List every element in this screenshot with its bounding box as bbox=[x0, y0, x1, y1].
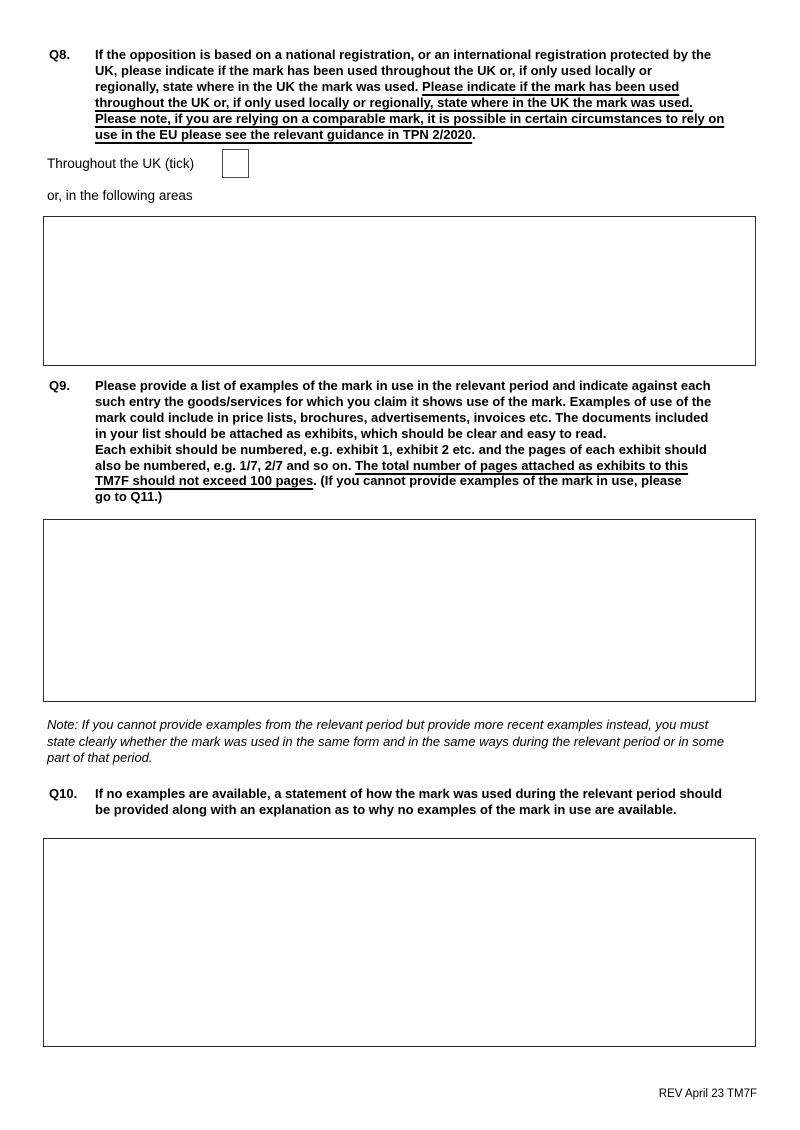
text-line bbox=[95, 458, 765, 474]
text-line bbox=[95, 473, 765, 489]
text-segment: Each exhibit should be numbered, e.g. exhibit 1, exhibit 2 etc. and the pages of each exhibit should bbox=[95, 441, 707, 457]
q8-question-text bbox=[95, 47, 765, 142]
text-line bbox=[95, 79, 765, 95]
q8-label: Q8. bbox=[49, 47, 70, 62]
underlined-text-segment: Please indicate if the mark has been used bbox=[422, 78, 680, 94]
text-line bbox=[95, 489, 765, 505]
q8-areas-input-box[interactable] bbox=[43, 216, 756, 366]
text-line bbox=[95, 47, 765, 63]
throughout-uk-label: Throughout the UK (tick) bbox=[47, 156, 195, 171]
underlined-text-segment: use in the EU please see the relevant guidance in TPN 2/2020 bbox=[95, 126, 473, 142]
text-line bbox=[95, 95, 765, 111]
or-areas-label: or, in the following areas bbox=[47, 188, 193, 203]
q10-statement-input-box[interactable] bbox=[43, 838, 756, 1047]
q8-question-block bbox=[49, 47, 765, 142]
text-segment: . (If you cannot provide examples of the mark in use, please bbox=[313, 473, 682, 489]
text-line bbox=[95, 111, 765, 127]
text-line: Note: If you cannot provide examples from the relevant period but provide more recent examples instead, you must bbox=[47, 717, 709, 732]
text-line bbox=[95, 802, 765, 818]
text-segment: regionally, state where in the UK the mark was used. bbox=[95, 78, 423, 94]
note-text bbox=[47, 717, 759, 767]
text-segment: be provided along with an explanation as to why no examples of the mark in use are available. bbox=[95, 801, 677, 817]
underlined-text-segment: throughout the UK or, if only used locally or regionally, state where in the UK the mark was used. bbox=[95, 94, 693, 110]
q9-question-text bbox=[95, 378, 765, 505]
text-line: state clearly whether the mark was used in the same form and in the same ways during the relevant period or in some bbox=[47, 733, 725, 749]
underlined-text-segment: The total number of pages attached as exhibits to this bbox=[355, 457, 689, 473]
text-line bbox=[95, 394, 765, 410]
underlined-text-segment: Please note, if you are relying on a comparable mark, it is possible in certain circumstances to rely on bbox=[95, 110, 725, 126]
text-line bbox=[95, 410, 765, 426]
text-segment: mark could include in price lists, brochures, advertisements, invoices etc. The documents included bbox=[95, 409, 709, 425]
q10-label: Q10. bbox=[49, 786, 78, 801]
text-segment: such entry the goods/services for which you claim it shows use of the mark. Examples of use of the bbox=[95, 393, 712, 409]
text-line bbox=[95, 378, 765, 394]
text-line bbox=[95, 127, 765, 143]
underlined-text-segment: TM7F should not exceed 100 pages bbox=[95, 473, 314, 489]
text-segment: . bbox=[472, 126, 476, 142]
text-line bbox=[95, 786, 765, 802]
footer-revision-label: REV April 23 TM7F bbox=[658, 1088, 757, 1100]
q9-label: Q9. bbox=[49, 378, 70, 393]
text-segment: in your list should be attached as exhibits, which should be clear and easy to read. bbox=[95, 425, 607, 441]
text-line: part of that period. bbox=[47, 750, 153, 766]
text-segment: go to Q11.) bbox=[95, 489, 163, 505]
text-segment: also be numbered, e.g. 1/7, 2/7 and so on. bbox=[95, 457, 356, 473]
text-segment: Please provide a list of examples of the mark in use in the relevant period and indicate against each bbox=[95, 378, 711, 393]
text-segment: If no examples are available, a statement of how the mark was used during the relevant period should bbox=[95, 786, 723, 801]
text-line bbox=[95, 63, 765, 79]
throughout-uk-checkbox[interactable] bbox=[222, 149, 249, 178]
q9-examples-input-box[interactable] bbox=[43, 519, 756, 702]
text-segment: UK, please indicate if the mark has been used throughout the UK or, if only used locally or bbox=[95, 62, 652, 78]
text-line bbox=[95, 442, 765, 458]
text-line bbox=[95, 426, 765, 442]
text-segment: If the opposition is based on a national registration, or an international registration protected by the bbox=[95, 47, 712, 62]
q10-question-text bbox=[95, 786, 765, 818]
q9-question-block bbox=[49, 378, 765, 505]
q10-question-block bbox=[49, 786, 765, 818]
